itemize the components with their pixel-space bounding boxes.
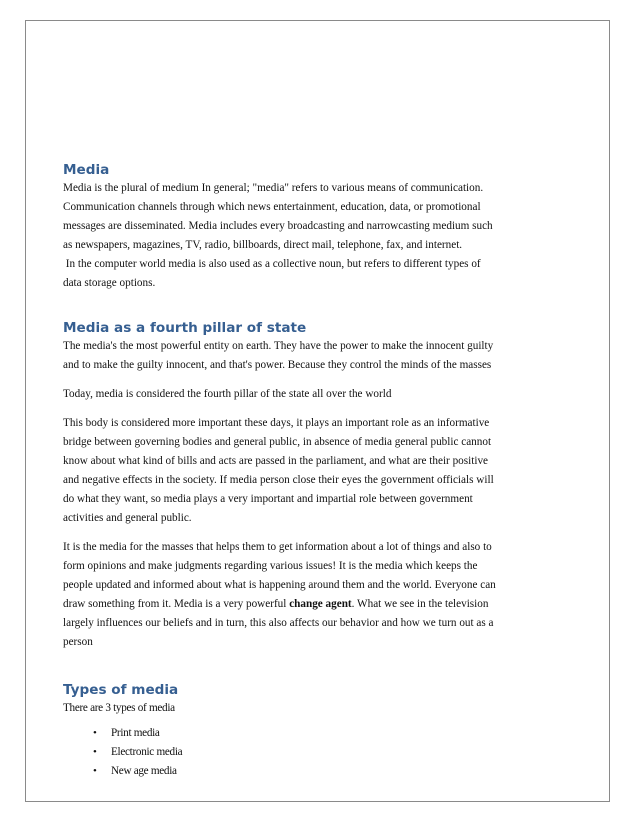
text-line: people updated and informed about what is happening around them and the world. Everyone can [63,579,496,591]
text-fragment: draw something from it. Media is a very powerful [63,598,290,610]
heading-fourth-pillar: Media as a fourth pillar of state [63,320,307,336]
text-line [63,595,573,614]
media-types-list [63,724,573,781]
text-line: activities and general public. [63,512,192,524]
text-line: messages are disseminated. Media includes every broadcasting and narrowcasting medium such [63,220,493,232]
paragraph-media-for-masses [63,538,573,652]
text-line: This body is considered more important these days, it plays an important role as an informative [63,417,490,429]
list-item [93,724,573,743]
text-line: as newspapers, magazines, TV, radio, billboards, direct mail, telephone, fax, and internet. [63,239,463,251]
bullet-icon: • [93,727,97,739]
document-body [63,161,573,781]
text-line: know about what kind of bills and acts are passed in the parliament, and what are their positive [63,455,489,467]
bullet-icon: • [93,765,97,777]
text-line: data storage options. [63,277,156,289]
paragraph-importance [63,414,573,528]
text-line: do what they want, so media plays a very important and impartial role between government [63,493,473,505]
text-line: In the computer world media is also used as a collective noun, but refers to different types of [63,258,481,270]
paragraph-fourth-pillar-statement [63,385,573,404]
bullet-icon: • [93,746,97,758]
text-line: The media's the most powerful entity on earth. They have the power to make the innocent guilty [63,340,494,352]
list-item [93,762,573,781]
paragraph-media-definition [63,179,573,293]
heading-types-of-media: Types of media [63,682,179,698]
text-line: Communication channels through which news entertainment, education, data, or promotional [63,201,481,213]
list-item-label: Print media [111,727,160,739]
heading-media: Media [63,162,110,178]
paragraph-powerful-entity [63,337,573,375]
list-item-label: New age media [111,765,177,777]
bold-term-change-agent: change agent [289,598,352,610]
text-line: Media is the plural of medium In general; "media" refers to various means of communication. [63,182,484,194]
text-line: Today, media is considered the fourth pillar of the state all over the world [63,388,392,400]
text-line: It is the media for the masses that helps them to get information about a lot of things and also to [63,541,492,553]
text-line: and negative effects in the society. If media person close their eyes the government officials will [63,474,494,486]
text-line: largely influences our beliefs and in turn, this also affects our behavior and how we turn out as a [63,617,494,629]
list-item-label: Electronic media [111,746,183,758]
text-line: bridge between governing bodies and general public, in absence of media general public cannot [63,436,492,448]
text-fragment: . What we see in the television [351,598,489,610]
text-line: and to make the guilty innocent, and that's power. Because they control the minds of the masses [63,359,492,371]
types-intro: There are 3 types of media [63,702,175,714]
text-line: person [63,636,93,648]
text-line: form opinions and make judgments regarding various issues! It is the media which keeps the [63,560,478,572]
list-item [93,743,573,762]
